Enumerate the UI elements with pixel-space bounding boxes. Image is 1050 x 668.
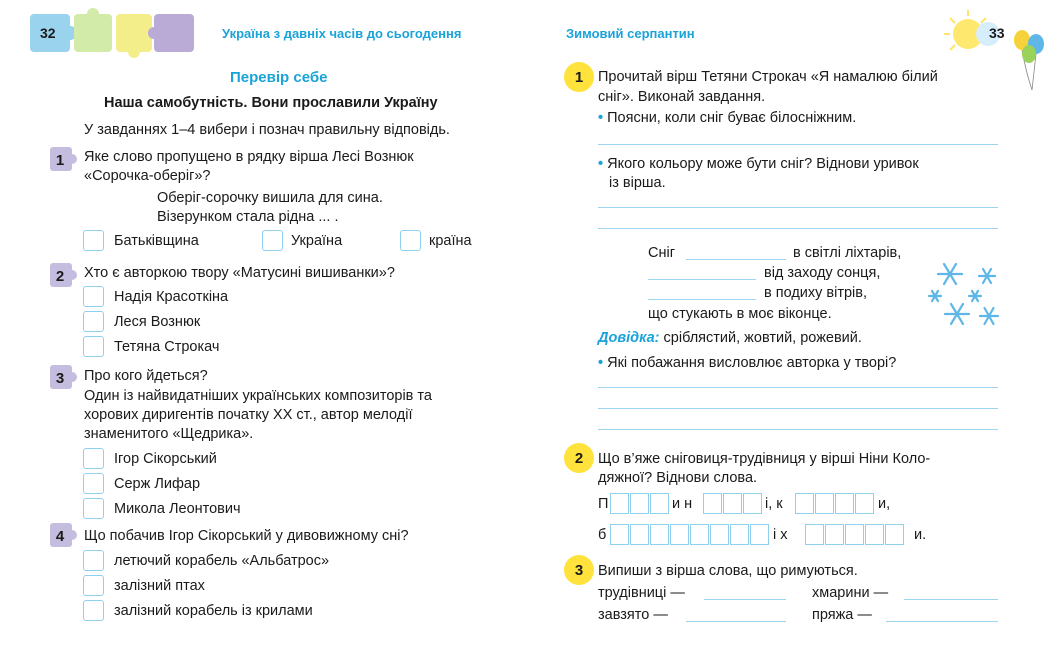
puzzle-number-icon (48, 520, 78, 550)
answer-option: Україна (291, 233, 343, 249)
answer-checkbox[interactable] (83, 473, 104, 494)
snowflakes-icon (925, 258, 1003, 332)
poem-line: від заходу сонця, (764, 265, 881, 281)
rhyme-word: завзято — (598, 607, 668, 623)
letter-cells[interactable] (795, 493, 875, 514)
answer-option: летючий корабель «Альбатрос» (114, 553, 330, 569)
q4-text: Що побачив Ігор Сікорський у дивовижному сні? (84, 528, 409, 544)
t1-text-cont: сніг». Виконай завдання. (598, 89, 766, 105)
word-fragment: і, к (765, 496, 783, 512)
word-fragment: і х (773, 527, 788, 543)
answer-line[interactable] (598, 228, 998, 229)
t1-bullet-1: • Поясни, коли сніг буває білосніжним. (598, 110, 857, 126)
answer-line[interactable] (598, 408, 998, 409)
fill-blank-line[interactable] (686, 259, 786, 260)
t2-text-cont: дяжної? Віднови слова. (598, 470, 758, 486)
answer-option: Надія Красоткіна (114, 289, 229, 305)
running-title-right: Зимовий серпантин (566, 26, 695, 41)
answer-checkbox[interactable] (83, 600, 104, 621)
answer-checkbox[interactable] (83, 311, 104, 332)
puzzle-number-icon (48, 144, 78, 174)
fill-blank-line[interactable] (648, 279, 756, 280)
answer-option: Микола Леонтович (114, 501, 241, 517)
word-fragment: П (598, 496, 609, 512)
q1-verse-line: Оберіг-сорочку вишила для сина. (157, 190, 383, 206)
answer-option: залізний корабель із крилами (114, 603, 313, 619)
q1-text-cont: «Сорочка-оберіг»? (84, 168, 211, 184)
answer-option: Серж Лифар (114, 476, 201, 492)
poem-line: що стукають в моє віконце. (648, 306, 832, 322)
fill-blank-line[interactable] (648, 299, 756, 300)
poem-line: в світлі ліхтарів, (793, 245, 902, 261)
question-number: 2 (55, 268, 65, 285)
letter-cells[interactable] (703, 493, 763, 514)
answer-option: Батьківщина (114, 233, 199, 249)
answer-checkbox[interactable] (83, 498, 104, 519)
letter-cells[interactable] (610, 524, 770, 545)
rhyme-word: хмарини — (812, 585, 889, 601)
puzzle-number-icon (48, 260, 78, 290)
fill-blank-line[interactable] (904, 599, 998, 600)
answer-checkbox[interactable] (262, 230, 283, 251)
hint: Довідка: сріблястий, жовтий, рожевий. (598, 330, 862, 346)
word-fragment: и. (914, 527, 927, 543)
answer-line[interactable] (598, 144, 998, 145)
fill-blank-line[interactable] (704, 599, 786, 600)
answer-option: Леся Вознюк (114, 314, 201, 330)
answer-option: країна (429, 233, 472, 249)
task-number-badge: 1 (564, 62, 594, 92)
answer-option: Ігор Сікорський (114, 451, 217, 467)
t3-text: Випиши з вірша слова, що римуються. (598, 563, 858, 579)
q1-verse-line: Візерунком стала рідна ... . (157, 209, 339, 225)
answer-line[interactable] (598, 387, 998, 388)
page-number-left: 32 (40, 25, 56, 41)
letter-cells[interactable] (610, 493, 670, 514)
q3-description: знаменитого «Щедрика». (84, 426, 254, 442)
question-number: 1 (55, 152, 65, 169)
q3-description: хорових диригентів початку ХХ ст., автор мелодії (84, 407, 413, 423)
word-fragment: и н (672, 496, 693, 512)
section-title: Перевір себе (230, 69, 328, 86)
q2-text: Хто є авторкою твору «Матусині вишиванки»? (84, 265, 395, 281)
answer-line[interactable] (598, 207, 998, 208)
running-title-left: Україна з давніх часів до сьогодення (222, 26, 462, 41)
answer-line[interactable] (598, 429, 998, 430)
answer-option: Тетяна Строкач (114, 339, 220, 355)
answer-checkbox[interactable] (83, 336, 104, 357)
answer-checkbox[interactable] (83, 575, 104, 596)
t1-bullet-2-cont: із вірша. (609, 175, 666, 191)
t1-bullet-3: • Які побажання висловлює авторка у творі? (598, 355, 897, 371)
t2-text: Що в’яже сніговиця-трудівниця у вірші Ніни Коло- (598, 451, 931, 467)
puzzle-number-icon (48, 362, 78, 392)
instruction: У завданнях 1–4 вибери і познач правильну відповідь. (84, 122, 450, 138)
question-number: 4 (55, 528, 65, 545)
fill-blank-line[interactable] (886, 621, 998, 622)
answer-checkbox[interactable] (83, 448, 104, 469)
page-number-right: 33 (989, 25, 1005, 41)
letter-cells[interactable] (805, 524, 905, 545)
balloons-icon (1012, 22, 1048, 92)
rhyme-word: трудівниці — (598, 585, 685, 601)
answer-checkbox[interactable] (400, 230, 421, 251)
task-number-badge: 2 (564, 443, 594, 473)
rhyme-word: пряжа — (812, 607, 872, 623)
poem-line: Сніг (648, 245, 675, 261)
answer-checkbox[interactable] (83, 286, 104, 307)
t1-bullet-2: • Якого кольору може бути сніг? Віднови уривок (598, 156, 919, 172)
q1-text: Яке слово пропущено в рядку вірша Лесі Вознюк (84, 149, 414, 165)
subtitle: Наша самобутність. Вони прославили Україну (104, 95, 438, 111)
t1-text: Прочитай вірш Тетяни Строкач «Я намалюю білий (598, 69, 938, 85)
question-number: 3 (55, 370, 65, 387)
q3-text: Про кого йдеться? (84, 368, 208, 384)
poem-line: в подиху вітрів, (764, 285, 868, 301)
fill-blank-line[interactable] (686, 621, 786, 622)
word-fragment: и, (878, 496, 891, 512)
task-number-badge: 3 (564, 555, 594, 585)
answer-checkbox[interactable] (83, 550, 104, 571)
q3-description: Один із найвидатніших українських композиторів та (84, 388, 432, 404)
answer-option: залізний птах (114, 578, 205, 594)
word-fragment: б (598, 527, 607, 543)
answer-checkbox[interactable] (83, 230, 104, 251)
